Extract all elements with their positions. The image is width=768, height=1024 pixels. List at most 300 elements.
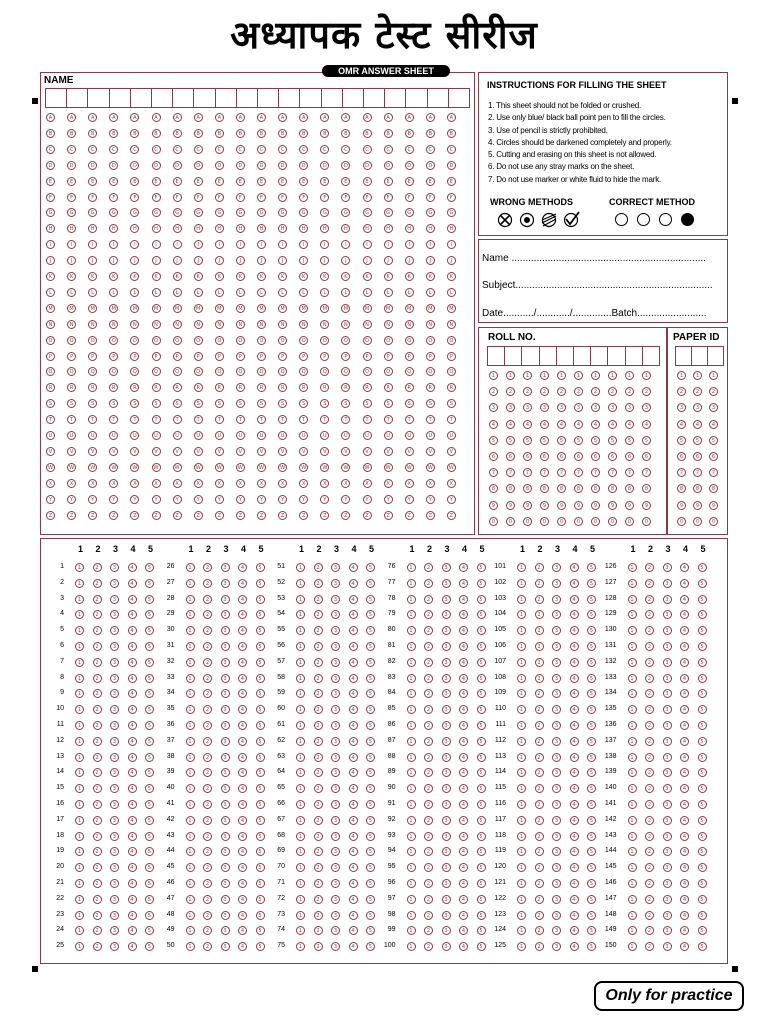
- name-bubble[interactable]: T: [215, 415, 224, 424]
- roll-number-bubble[interactable]: 6: [506, 452, 515, 461]
- answer-bubble[interactable]: 1: [517, 926, 526, 935]
- answer-bubble[interactable]: 4: [680, 674, 689, 683]
- answer-bubble[interactable]: 3: [442, 911, 451, 920]
- answer-bubble[interactable]: 5: [698, 579, 707, 588]
- name-bubble[interactable]: R: [194, 383, 203, 392]
- answer-bubble[interactable]: 3: [110, 816, 119, 825]
- name-bubble[interactable]: L: [447, 288, 456, 297]
- name-bubble[interactable]: M: [109, 304, 118, 313]
- answer-bubble[interactable]: 4: [459, 610, 468, 619]
- answer-bubble[interactable]: 5: [698, 911, 707, 920]
- answer-bubble[interactable]: 2: [203, 721, 212, 730]
- answer-bubble[interactable]: 4: [459, 658, 468, 667]
- name-bubble[interactable]: R: [152, 383, 161, 392]
- answer-bubble[interactable]: 2: [314, 626, 323, 635]
- entry-cell[interactable]: [573, 346, 591, 366]
- name-bubble[interactable]: G: [236, 208, 245, 217]
- answer-bubble[interactable]: 3: [110, 800, 119, 809]
- answer-bubble[interactable]: 5: [698, 563, 707, 572]
- name-bubble[interactable]: T: [194, 415, 203, 424]
- answer-bubble[interactable]: 1: [628, 721, 637, 730]
- roll-number-bubble[interactable]: 1: [591, 371, 600, 380]
- name-bubble[interactable]: Z: [194, 511, 203, 520]
- name-bubble[interactable]: L: [152, 288, 161, 297]
- answer-bubble[interactable]: 2: [424, 563, 433, 572]
- answer-bubble[interactable]: 2: [535, 595, 544, 604]
- answer-bubble[interactable]: 2: [203, 942, 212, 951]
- roll-number-bubble[interactable]: 9: [557, 501, 566, 510]
- answer-bubble[interactable]: 2: [424, 595, 433, 604]
- roll-number-bubble[interactable]: 2: [574, 387, 583, 396]
- paper-id-bubble[interactable]: 6: [709, 452, 718, 461]
- answer-bubble[interactable]: 2: [645, 658, 654, 667]
- name-bubble[interactable]: R: [341, 383, 350, 392]
- entry-cell[interactable]: [675, 346, 692, 366]
- answer-bubble[interactable]: 3: [331, 595, 340, 604]
- answer-bubble[interactable]: 2: [314, 879, 323, 888]
- roll-number-bubble[interactable]: 0: [540, 517, 549, 526]
- name-bubble[interactable]: G: [299, 208, 308, 217]
- name-bubble[interactable]: A: [384, 113, 393, 122]
- roll-number-bubble[interactable]: 5: [540, 436, 549, 445]
- answer-bubble[interactable]: 4: [680, 689, 689, 698]
- name-bubble[interactable]: V: [173, 447, 182, 456]
- name-bubble[interactable]: S: [46, 399, 55, 408]
- name-bubble[interactable]: B: [109, 129, 118, 138]
- roll-number-bubble[interactable]: 9: [506, 501, 515, 510]
- name-bubble[interactable]: H: [384, 224, 393, 233]
- answer-bubble[interactable]: 4: [570, 895, 579, 904]
- name-bubble[interactable]: F: [363, 193, 372, 202]
- answer-bubble[interactable]: 2: [314, 753, 323, 762]
- answer-bubble[interactable]: 3: [221, 942, 230, 951]
- name-bubble[interactable]: A: [257, 113, 266, 122]
- name-bubble[interactable]: E: [46, 177, 55, 186]
- answer-bubble[interactable]: 4: [680, 563, 689, 572]
- answer-bubble[interactable]: 3: [442, 563, 451, 572]
- answer-bubble[interactable]: 3: [221, 689, 230, 698]
- roll-number-bubble[interactable]: 7: [591, 468, 600, 477]
- name-bubble[interactable]: Y: [384, 495, 393, 504]
- name-bubble[interactable]: V: [130, 447, 139, 456]
- answer-bubble[interactable]: 1: [75, 768, 84, 777]
- answer-bubble[interactable]: 5: [698, 626, 707, 635]
- answer-bubble[interactable]: 5: [587, 879, 596, 888]
- name-bubble[interactable]: T: [236, 415, 245, 424]
- name-bubble[interactable]: R: [384, 383, 393, 392]
- answer-bubble[interactable]: 1: [296, 926, 305, 935]
- answer-bubble[interactable]: 4: [128, 832, 137, 841]
- name-bubble[interactable]: C: [320, 145, 329, 154]
- name-bubble[interactable]: K: [405, 272, 414, 281]
- answer-bubble[interactable]: 5: [366, 737, 375, 746]
- roll-number-bubble[interactable]: 8: [574, 484, 583, 493]
- paper-id-bubble[interactable]: 2: [693, 387, 702, 396]
- name-bubble[interactable]: B: [67, 129, 76, 138]
- name-bubble[interactable]: O: [173, 336, 182, 345]
- answer-bubble[interactable]: 4: [349, 595, 358, 604]
- answer-bubble[interactable]: 1: [517, 674, 526, 683]
- name-bubble[interactable]: E: [215, 177, 224, 186]
- answer-bubble[interactable]: 4: [570, 784, 579, 793]
- name-bubble[interactable]: Q: [363, 367, 372, 376]
- answer-bubble[interactable]: 5: [587, 595, 596, 604]
- name-bubble[interactable]: C: [67, 145, 76, 154]
- answer-bubble[interactable]: 2: [424, 832, 433, 841]
- answer-bubble[interactable]: 5: [256, 784, 265, 793]
- entry-cell[interactable]: [193, 88, 215, 108]
- answer-bubble[interactable]: 4: [459, 721, 468, 730]
- name-bubble[interactable]: V: [109, 447, 118, 456]
- answer-bubble[interactable]: 3: [221, 658, 230, 667]
- name-bubble[interactable]: J: [341, 256, 350, 265]
- answer-bubble[interactable]: 1: [296, 626, 305, 635]
- roll-number-bubble[interactable]: 8: [489, 484, 498, 493]
- name-bubble[interactable]: Y: [194, 495, 203, 504]
- answer-bubble[interactable]: 4: [128, 879, 137, 888]
- answer-bubble[interactable]: 1: [186, 563, 195, 572]
- name-bubble[interactable]: J: [152, 256, 161, 265]
- answer-bubble[interactable]: 3: [442, 784, 451, 793]
- name-bubble[interactable]: C: [426, 145, 435, 154]
- answer-bubble[interactable]: 4: [238, 642, 247, 651]
- answer-bubble[interactable]: 3: [552, 847, 561, 856]
- entry-cell[interactable]: [299, 88, 321, 108]
- name-bubble[interactable]: V: [152, 447, 161, 456]
- name-bubble[interactable]: J: [88, 256, 97, 265]
- name-bubble[interactable]: S: [426, 399, 435, 408]
- answer-bubble[interactable]: 3: [552, 674, 561, 683]
- roll-number-bubble[interactable]: 2: [608, 387, 617, 396]
- name-bubble[interactable]: V: [426, 447, 435, 456]
- roll-number-bubble[interactable]: 5: [489, 436, 498, 445]
- name-bubble[interactable]: O: [236, 336, 245, 345]
- name-bubble[interactable]: B: [173, 129, 182, 138]
- name-bubble[interactable]: I: [257, 240, 266, 249]
- name-bubble[interactable]: C: [88, 145, 97, 154]
- answer-bubble[interactable]: 2: [535, 658, 544, 667]
- name-bubble[interactable]: Z: [109, 511, 118, 520]
- name-bubble[interactable]: Y: [152, 495, 161, 504]
- answer-bubble[interactable]: 5: [477, 863, 486, 872]
- answer-bubble[interactable]: 3: [110, 895, 119, 904]
- name-bubble[interactable]: Q: [109, 367, 118, 376]
- answer-bubble[interactable]: 1: [75, 563, 84, 572]
- answer-bubble[interactable]: 1: [296, 768, 305, 777]
- name-bubble[interactable]: T: [130, 415, 139, 424]
- answer-bubble[interactable]: 2: [424, 658, 433, 667]
- answer-bubble[interactable]: 5: [698, 721, 707, 730]
- answer-bubble[interactable]: 3: [552, 705, 561, 714]
- answer-bubble[interactable]: 3: [221, 642, 230, 651]
- roll-number-bubble[interactable]: 4: [540, 420, 549, 429]
- name-bubble[interactable]: E: [109, 177, 118, 186]
- name-bubble[interactable]: U: [236, 431, 245, 440]
- answer-bubble[interactable]: 5: [698, 832, 707, 841]
- paper-id-bubble[interactable]: 5: [693, 436, 702, 445]
- entry-cell[interactable]: [109, 88, 131, 108]
- answer-bubble[interactable]: 4: [349, 610, 358, 619]
- answer-bubble[interactable]: 2: [203, 563, 212, 572]
- name-bubble[interactable]: K: [236, 272, 245, 281]
- answer-bubble[interactable]: 2: [93, 737, 102, 746]
- answer-bubble[interactable]: 1: [75, 800, 84, 809]
- name-bubble[interactable]: M: [88, 304, 97, 313]
- answer-bubble[interactable]: 4: [459, 832, 468, 841]
- name-bubble[interactable]: H: [257, 224, 266, 233]
- answer-bubble[interactable]: 2: [93, 689, 102, 698]
- name-bubble[interactable]: V: [299, 447, 308, 456]
- name-bubble[interactable]: K: [299, 272, 308, 281]
- name-bubble[interactable]: E: [447, 177, 456, 186]
- answer-bubble[interactable]: 3: [663, 626, 672, 635]
- answer-bubble[interactable]: 5: [256, 563, 265, 572]
- answer-bubble[interactable]: 4: [128, 895, 137, 904]
- name-bubble[interactable]: B: [426, 129, 435, 138]
- answer-bubble[interactable]: 5: [145, 847, 154, 856]
- name-bubble[interactable]: M: [447, 304, 456, 313]
- answer-bubble[interactable]: 5: [145, 816, 154, 825]
- answer-bubble[interactable]: 3: [331, 642, 340, 651]
- answer-bubble[interactable]: 5: [587, 768, 596, 777]
- roll-number-bubble[interactable]: 2: [523, 387, 532, 396]
- answer-bubble[interactable]: 2: [645, 626, 654, 635]
- answer-bubble[interactable]: 1: [296, 658, 305, 667]
- name-bubble[interactable]: J: [320, 256, 329, 265]
- answer-bubble[interactable]: 5: [256, 658, 265, 667]
- answer-bubble[interactable]: 1: [628, 816, 637, 825]
- paper-id-bubble[interactable]: 9: [709, 501, 718, 510]
- paper-id-bubble[interactable]: 2: [677, 387, 686, 396]
- name-bubble[interactable]: L: [257, 288, 266, 297]
- name-bubble[interactable]: Q: [257, 367, 266, 376]
- roll-number-bubble[interactable]: 1: [574, 371, 583, 380]
- name-bubble[interactable]: W: [46, 463, 55, 472]
- answer-bubble[interactable]: 4: [349, 737, 358, 746]
- answer-bubble[interactable]: 2: [93, 911, 102, 920]
- answer-bubble[interactable]: 1: [186, 832, 195, 841]
- answer-bubble[interactable]: 5: [256, 642, 265, 651]
- name-bubble[interactable]: A: [109, 113, 118, 122]
- answer-bubble[interactable]: 3: [442, 705, 451, 714]
- answer-bubble[interactable]: 1: [517, 863, 526, 872]
- answer-bubble[interactable]: 2: [203, 879, 212, 888]
- name-bubble[interactable]: J: [447, 256, 456, 265]
- answer-bubble[interactable]: 5: [477, 911, 486, 920]
- name-bubble[interactable]: Y: [405, 495, 414, 504]
- answer-bubble[interactable]: 4: [680, 753, 689, 762]
- answer-bubble[interactable]: 1: [407, 863, 416, 872]
- name-bubble[interactable]: A: [447, 113, 456, 122]
- name-bubble[interactable]: U: [299, 431, 308, 440]
- answer-bubble[interactable]: 1: [407, 595, 416, 604]
- name-bubble[interactable]: E: [405, 177, 414, 186]
- answer-bubble[interactable]: 2: [203, 658, 212, 667]
- name-bubble[interactable]: J: [278, 256, 287, 265]
- answer-bubble[interactable]: 1: [186, 658, 195, 667]
- name-bubble[interactable]: T: [363, 415, 372, 424]
- roll-number-bubble[interactable]: 6: [557, 452, 566, 461]
- name-bubble[interactable]: R: [88, 383, 97, 392]
- answer-bubble[interactable]: 4: [349, 753, 358, 762]
- answer-bubble[interactable]: 4: [128, 911, 137, 920]
- name-bubble[interactable]: R: [363, 383, 372, 392]
- name-bubble[interactable]: U: [320, 431, 329, 440]
- name-bubble[interactable]: S: [341, 399, 350, 408]
- answer-bubble[interactable]: 2: [93, 563, 102, 572]
- answer-bubble[interactable]: 3: [442, 863, 451, 872]
- name-bubble[interactable]: R: [278, 383, 287, 392]
- name-bubble[interactable]: N: [384, 320, 393, 329]
- name-bubble[interactable]: J: [384, 256, 393, 265]
- answer-bubble[interactable]: 5: [366, 895, 375, 904]
- answer-bubble[interactable]: 5: [477, 705, 486, 714]
- roll-number-bubble[interactable]: 4: [506, 420, 515, 429]
- answer-bubble[interactable]: 2: [424, 768, 433, 777]
- answer-bubble[interactable]: 2: [93, 816, 102, 825]
- answer-bubble[interactable]: 2: [93, 768, 102, 777]
- name-bubble[interactable]: N: [109, 320, 118, 329]
- answer-bubble[interactable]: 1: [407, 626, 416, 635]
- name-bubble[interactable]: V: [236, 447, 245, 456]
- answer-bubble[interactable]: 1: [628, 595, 637, 604]
- answer-bubble[interactable]: 3: [552, 563, 561, 572]
- name-bubble[interactable]: Q: [384, 367, 393, 376]
- answer-bubble[interactable]: 5: [366, 863, 375, 872]
- answer-bubble[interactable]: 5: [256, 626, 265, 635]
- name-bubble[interactable]: I: [384, 240, 393, 249]
- name-bubble[interactable]: E: [194, 177, 203, 186]
- answer-bubble[interactable]: 1: [407, 610, 416, 619]
- answer-bubble[interactable]: 2: [424, 626, 433, 635]
- name-bubble[interactable]: M: [299, 304, 308, 313]
- answer-bubble[interactable]: 5: [366, 879, 375, 888]
- answer-bubble[interactable]: 4: [238, 721, 247, 730]
- name-bubble[interactable]: F: [384, 193, 393, 202]
- name-bubble[interactable]: G: [447, 208, 456, 217]
- answer-bubble[interactable]: 1: [75, 610, 84, 619]
- roll-number-bubble[interactable]: 5: [625, 436, 634, 445]
- answer-bubble[interactable]: 2: [314, 658, 323, 667]
- name-bubble[interactable]: A: [426, 113, 435, 122]
- answer-bubble[interactable]: 5: [366, 563, 375, 572]
- name-bubble[interactable]: Q: [130, 367, 139, 376]
- answer-bubble[interactable]: 2: [645, 926, 654, 935]
- answer-bubble[interactable]: 2: [203, 595, 212, 604]
- name-bubble[interactable]: G: [384, 208, 393, 217]
- answer-bubble[interactable]: 3: [221, 705, 230, 714]
- name-bubble[interactable]: G: [363, 208, 372, 217]
- answer-bubble[interactable]: 3: [331, 926, 340, 935]
- name-bubble[interactable]: X: [320, 479, 329, 488]
- answer-bubble[interactable]: 4: [349, 847, 358, 856]
- answer-bubble[interactable]: 1: [628, 942, 637, 951]
- answer-bubble[interactable]: 1: [407, 784, 416, 793]
- roll-number-bubble[interactable]: 7: [557, 468, 566, 477]
- answer-bubble[interactable]: 1: [407, 721, 416, 730]
- paper-id-bubble[interactable]: 7: [709, 468, 718, 477]
- name-bubble[interactable]: O: [447, 336, 456, 345]
- name-bubble[interactable]: M: [130, 304, 139, 313]
- name-bubble[interactable]: Z: [236, 511, 245, 520]
- answer-bubble[interactable]: 3: [663, 942, 672, 951]
- name-bubble[interactable]: O: [299, 336, 308, 345]
- answer-bubble[interactable]: 1: [186, 705, 195, 714]
- answer-bubble[interactable]: 5: [587, 832, 596, 841]
- answer-bubble[interactable]: 1: [517, 816, 526, 825]
- name-bubble[interactable]: M: [363, 304, 372, 313]
- name-bubble[interactable]: V: [88, 447, 97, 456]
- name-bubble[interactable]: X: [257, 479, 266, 488]
- answer-bubble[interactable]: 4: [459, 816, 468, 825]
- name-bubble[interactable]: K: [257, 272, 266, 281]
- roll-number-bubble[interactable]: 2: [506, 387, 515, 396]
- name-bubble[interactable]: B: [236, 129, 245, 138]
- entry-cell[interactable]: [66, 88, 88, 108]
- answer-bubble[interactable]: 3: [331, 816, 340, 825]
- answer-bubble[interactable]: 4: [128, 768, 137, 777]
- answer-bubble[interactable]: 2: [203, 847, 212, 856]
- answer-bubble[interactable]: 3: [552, 579, 561, 588]
- name-bubble[interactable]: K: [173, 272, 182, 281]
- answer-bubble[interactable]: 2: [535, 926, 544, 935]
- answer-bubble[interactable]: 1: [296, 674, 305, 683]
- answer-bubble[interactable]: 2: [314, 610, 323, 619]
- answer-bubble[interactable]: 5: [698, 753, 707, 762]
- answer-bubble[interactable]: 1: [407, 879, 416, 888]
- name-bubble[interactable]: E: [257, 177, 266, 186]
- answer-bubble[interactable]: 4: [680, 816, 689, 825]
- answer-bubble[interactable]: 4: [238, 705, 247, 714]
- answer-bubble[interactable]: 1: [517, 911, 526, 920]
- entry-cell[interactable]: [321, 88, 343, 108]
- name-bubble[interactable]: V: [194, 447, 203, 456]
- answer-bubble[interactable]: 4: [128, 721, 137, 730]
- answer-bubble[interactable]: 3: [110, 753, 119, 762]
- answer-bubble[interactable]: 2: [535, 895, 544, 904]
- name-bubble[interactable]: J: [109, 256, 118, 265]
- answer-bubble[interactable]: 4: [570, 832, 579, 841]
- answer-bubble[interactable]: 2: [93, 863, 102, 872]
- name-bubble[interactable]: W: [363, 463, 372, 472]
- answer-bubble[interactable]: 3: [663, 847, 672, 856]
- name-bubble[interactable]: D: [384, 161, 393, 170]
- answer-bubble[interactable]: 2: [314, 563, 323, 572]
- answer-bubble[interactable]: 5: [366, 753, 375, 762]
- name-bubble[interactable]: S: [278, 399, 287, 408]
- answer-bubble[interactable]: 2: [424, 800, 433, 809]
- answer-bubble[interactable]: 4: [570, 610, 579, 619]
- answer-bubble[interactable]: 2: [314, 863, 323, 872]
- answer-bubble[interactable]: 5: [145, 832, 154, 841]
- answer-bubble[interactable]: 5: [587, 737, 596, 746]
- name-bubble[interactable]: V: [447, 447, 456, 456]
- answer-bubble[interactable]: 3: [331, 737, 340, 746]
- name-bubble[interactable]: E: [236, 177, 245, 186]
- name-bubble[interactable]: N: [152, 320, 161, 329]
- entry-cell[interactable]: [590, 346, 608, 366]
- answer-bubble[interactable]: 4: [680, 926, 689, 935]
- answer-bubble[interactable]: 5: [366, 674, 375, 683]
- answer-bubble[interactable]: 3: [331, 626, 340, 635]
- answer-bubble[interactable]: 1: [186, 626, 195, 635]
- answer-bubble[interactable]: 4: [238, 610, 247, 619]
- answer-bubble[interactable]: 4: [238, 847, 247, 856]
- name-bubble[interactable]: R: [405, 383, 414, 392]
- answer-bubble[interactable]: 1: [517, 895, 526, 904]
- roll-number-bubble[interactable]: 6: [608, 452, 617, 461]
- answer-bubble[interactable]: 4: [459, 563, 468, 572]
